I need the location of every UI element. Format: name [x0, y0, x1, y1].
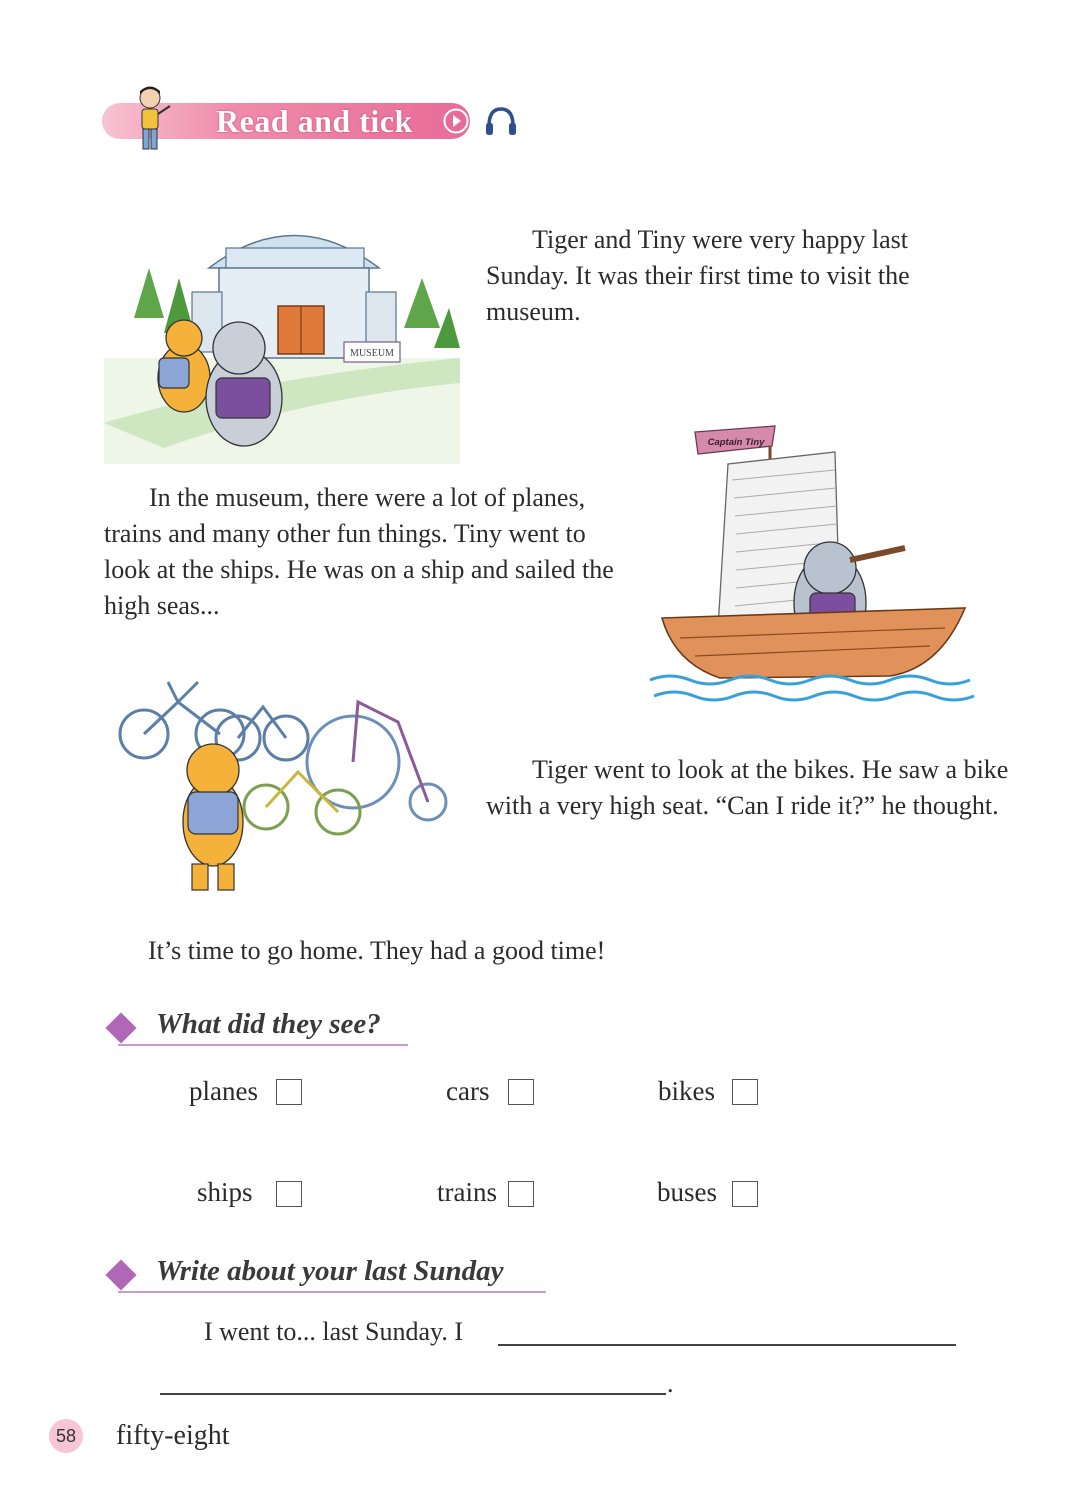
flag-text: Captain Tiny: [707, 437, 765, 448]
museum-sign-text: MUSEUM: [350, 348, 394, 359]
option-label-ships: ships: [197, 1177, 253, 1207]
header-title: Read and tick: [216, 103, 413, 139]
tick-box-trains[interactable]: [508, 1181, 534, 1207]
section-1-title: What did they see?: [156, 1008, 381, 1040]
section-2-diamond-icon: [105, 1259, 136, 1290]
option-label-cars: cars: [446, 1076, 490, 1106]
child-character-icon: [130, 84, 172, 154]
ship-illustration: [640, 418, 980, 724]
option-label-buses: buses: [657, 1177, 717, 1207]
paragraph-4: It’s time to go home. They had a good time!: [148, 936, 606, 965]
headphones-icon[interactable]: [484, 104, 518, 138]
museum-illustration: [104, 208, 460, 464]
tick-box-cars[interactable]: [508, 1079, 534, 1105]
tick-box-planes[interactable]: [276, 1079, 302, 1105]
play-icon[interactable]: [443, 108, 469, 134]
option-label-bikes: bikes: [658, 1076, 715, 1106]
paragraph-3: Tiger went to look at the bikes. He saw a bike with a very high seat. “Can I ride it?” he thought.: [486, 755, 1009, 820]
paragraph-2: In the museum, there were a lot of planes, trains and many other fun things. Tiny went to look at the ships. He was on a ship and sailed the high seas...: [104, 483, 614, 620]
option-label-trains: trains: [437, 1177, 497, 1207]
writing-line-2[interactable]: [160, 1393, 666, 1395]
page-number-badge: 58: [49, 1419, 83, 1453]
section-1-underline: [118, 1044, 408, 1046]
writing-line-1[interactable]: [498, 1344, 956, 1346]
tick-box-ships[interactable]: [276, 1181, 302, 1207]
tick-box-bikes[interactable]: [732, 1079, 758, 1105]
option-label-planes: planes: [189, 1076, 258, 1106]
page-number-words: fifty-eight: [116, 1420, 230, 1451]
tick-box-buses[interactable]: [732, 1181, 758, 1207]
section-2-title: Write about your last Sunday: [156, 1255, 504, 1287]
bikes-illustration: [108, 652, 462, 910]
section-1-diamond-icon: [105, 1012, 136, 1043]
paragraph-1: Tiger and Tiny were very happy last Sunday. It was their first time to visit the museum.: [486, 225, 910, 326]
writing-prompt: I went to... last Sunday. I: [204, 1317, 463, 1346]
writing-end-period: .: [667, 1369, 674, 1398]
section-2-underline: [118, 1291, 546, 1293]
